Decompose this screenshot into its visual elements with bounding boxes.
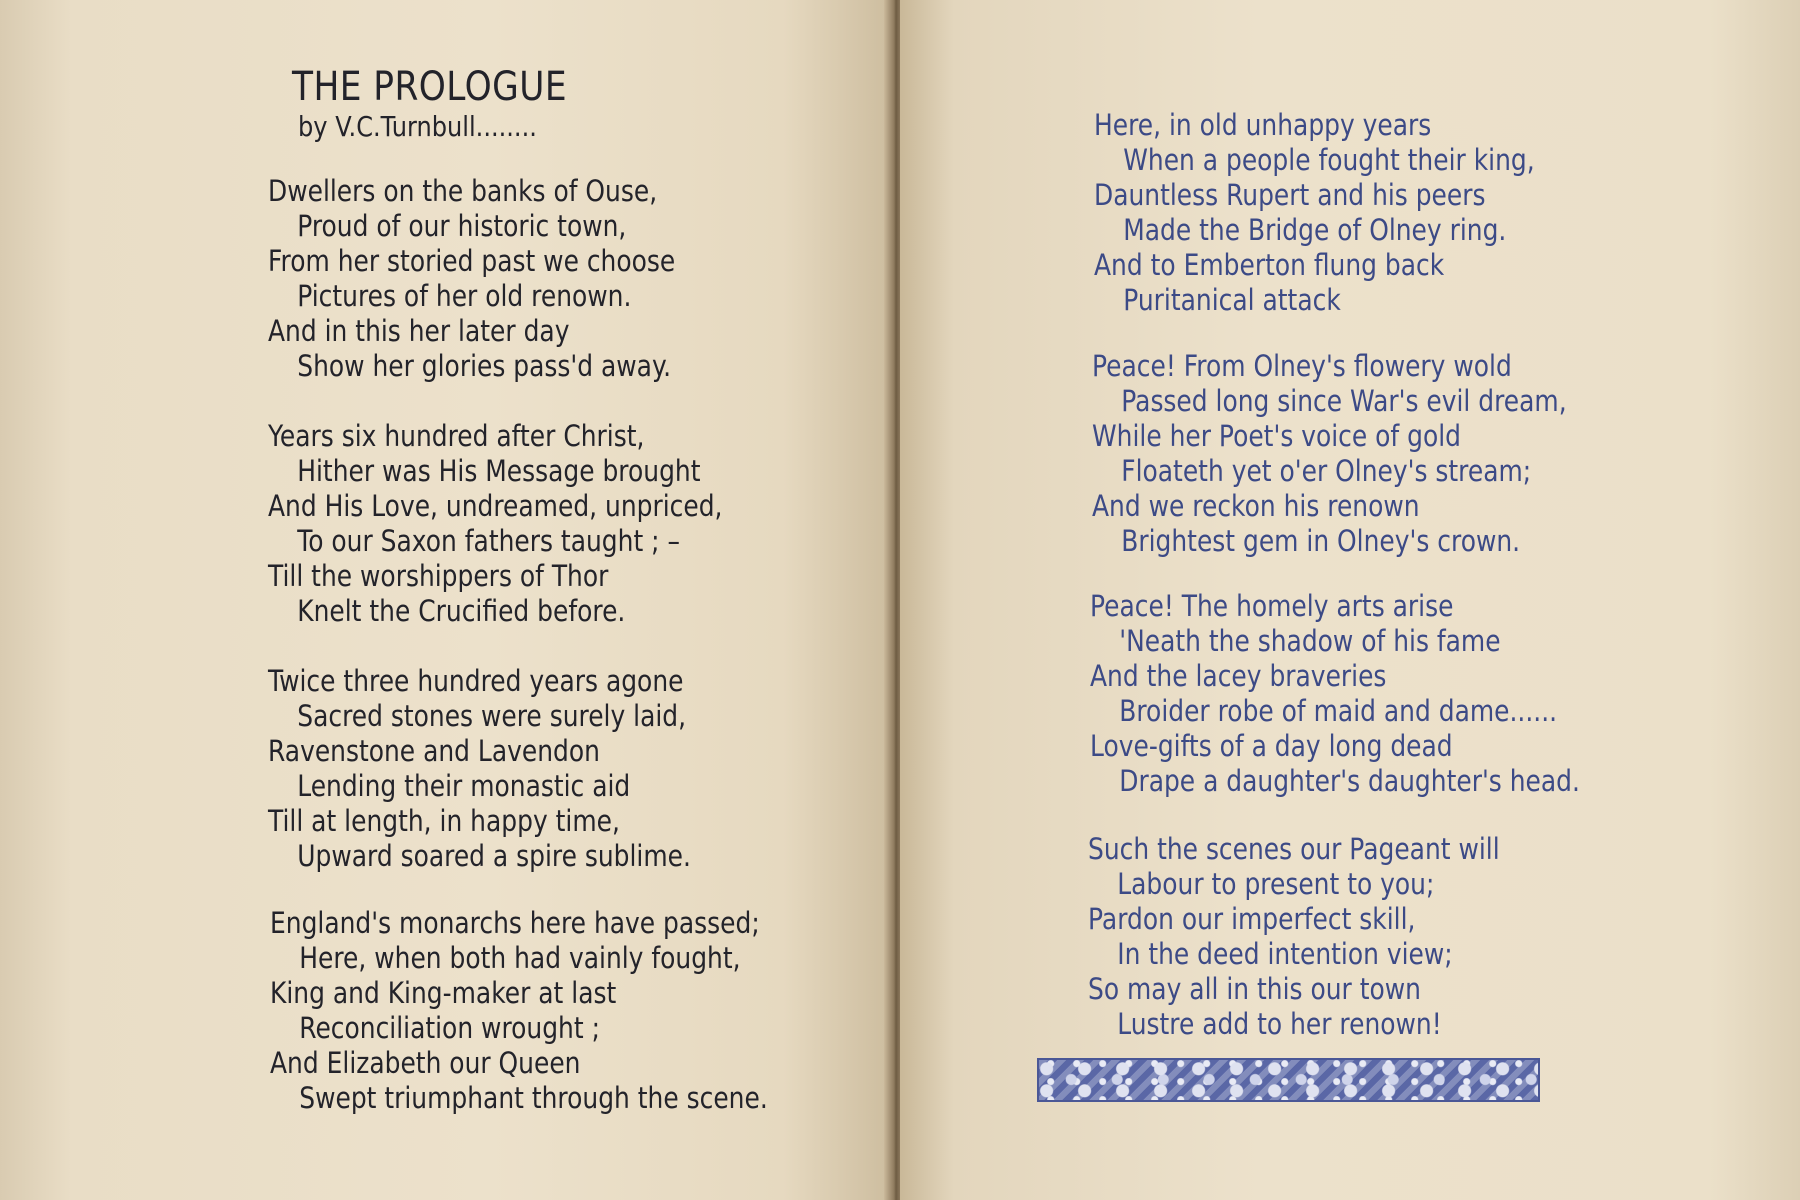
page-title: THE PROLOGUE (292, 64, 568, 110)
poem-line: Swept triumphant through the scene. (299, 1081, 768, 1115)
poem-line: And His Love, undreamed, unpriced, (268, 489, 723, 523)
right-stanza-2 (1092, 349, 1644, 559)
poem-line: And the lacey braveries (1090, 659, 1387, 693)
poem-line: While her Poet's voice of gold (1092, 419, 1461, 453)
poem-line: Proud of our historic town, (297, 209, 627, 243)
right-stanza-1 (1094, 108, 1606, 318)
poem-line: Upward soared a spire sublime. (297, 839, 691, 873)
poem-line: In the deed intention view; (1117, 937, 1453, 971)
left-page (0, 0, 890, 1200)
poem-line: 'Neath the shadow of his fame (1119, 624, 1501, 658)
poem-line: From her storied past we choose (268, 244, 676, 278)
poem-line: And Elizabeth our Queen (270, 1046, 581, 1080)
poem-line: Twice three hundred years agone (268, 664, 684, 698)
poem-line: Hither was His Message brought (297, 454, 701, 488)
right-stanza-4 (1088, 832, 1567, 1042)
poem-line: Brightest gem in Olney's crown. (1121, 524, 1521, 558)
author-byline: by V.C.Turnbull........ (298, 110, 537, 143)
poem-line: Till the worshippers of Thor (268, 559, 609, 593)
right-stanza-3 (1090, 589, 1660, 799)
poem-line: Peace! From Olney's flowery wold (1092, 349, 1512, 383)
poem-line: Dauntless Rupert and his peers (1094, 178, 1486, 212)
left-stanza-2 (268, 419, 796, 629)
poem-line: Labour to present to you; (1117, 867, 1435, 901)
poem-line: Passed long since War's evil dream, (1121, 384, 1567, 418)
poem-line: Drape a daughter's daughter's head. (1119, 764, 1580, 798)
poem-line: And we reckon his renown (1092, 489, 1420, 523)
poem-line: Sacred stones were surely laid, (297, 699, 687, 733)
left-stanza-3 (268, 664, 760, 874)
poem-line: Ravenstone and Lavendon (268, 734, 600, 768)
poem-line: And in this her later day (268, 314, 570, 348)
poem-line: When a people fought their king, (1123, 143, 1535, 177)
poem-line: Reconciliation wrought ; (299, 1011, 600, 1045)
poem-line: So may all in this our town (1088, 972, 1421, 1006)
poem-line: Lustre add to her renown! (1117, 1007, 1442, 1041)
poem-line: Till at length, in happy time, (268, 804, 620, 838)
poem-line: Puritanical attack (1123, 283, 1341, 317)
poem-line: Pardon our imperfect skill, (1088, 902, 1416, 936)
poem-line: Made the Bridge of Olney ring. (1123, 213, 1507, 247)
poem-line: Show her glories pass'd away. (297, 349, 672, 383)
right-page (900, 0, 1800, 1200)
left-stanza-4 (270, 906, 849, 1116)
poem-line: Lending their monastic aid (297, 769, 631, 803)
left-stanza-1 (268, 174, 742, 384)
poem-line: Years six hundred after Christ, (268, 419, 645, 453)
poem-line: Knelt the Crucified before. (297, 594, 626, 628)
poem-line: Floateth yet o'er Olney's stream; (1121, 454, 1532, 488)
poem-line: England's monarchs here have passed; (270, 906, 760, 940)
poem-line: Dwellers on the banks of Ouse, (268, 174, 658, 208)
poem-line: Such the scenes our Pageant will (1088, 832, 1500, 866)
poem-line: And to Emberton flung back (1094, 248, 1445, 282)
poem-line: To our Saxon fathers taught ; – (297, 524, 680, 558)
poem-line: Here, in old unhappy years (1094, 108, 1432, 142)
poem-line: Here, when both had vainly fought, (299, 941, 741, 975)
poem-line: Love-gifts of a day long dead (1090, 729, 1453, 763)
poem-line: Broider robe of maid and dame...... (1119, 694, 1558, 728)
poem-line: Peace! The homely arts arise (1090, 589, 1454, 623)
poem-line: King and King-maker at last (270, 976, 617, 1010)
poem-line: Pictures of her old renown. (297, 279, 632, 313)
floral-ornament-band (1037, 1058, 1540, 1102)
